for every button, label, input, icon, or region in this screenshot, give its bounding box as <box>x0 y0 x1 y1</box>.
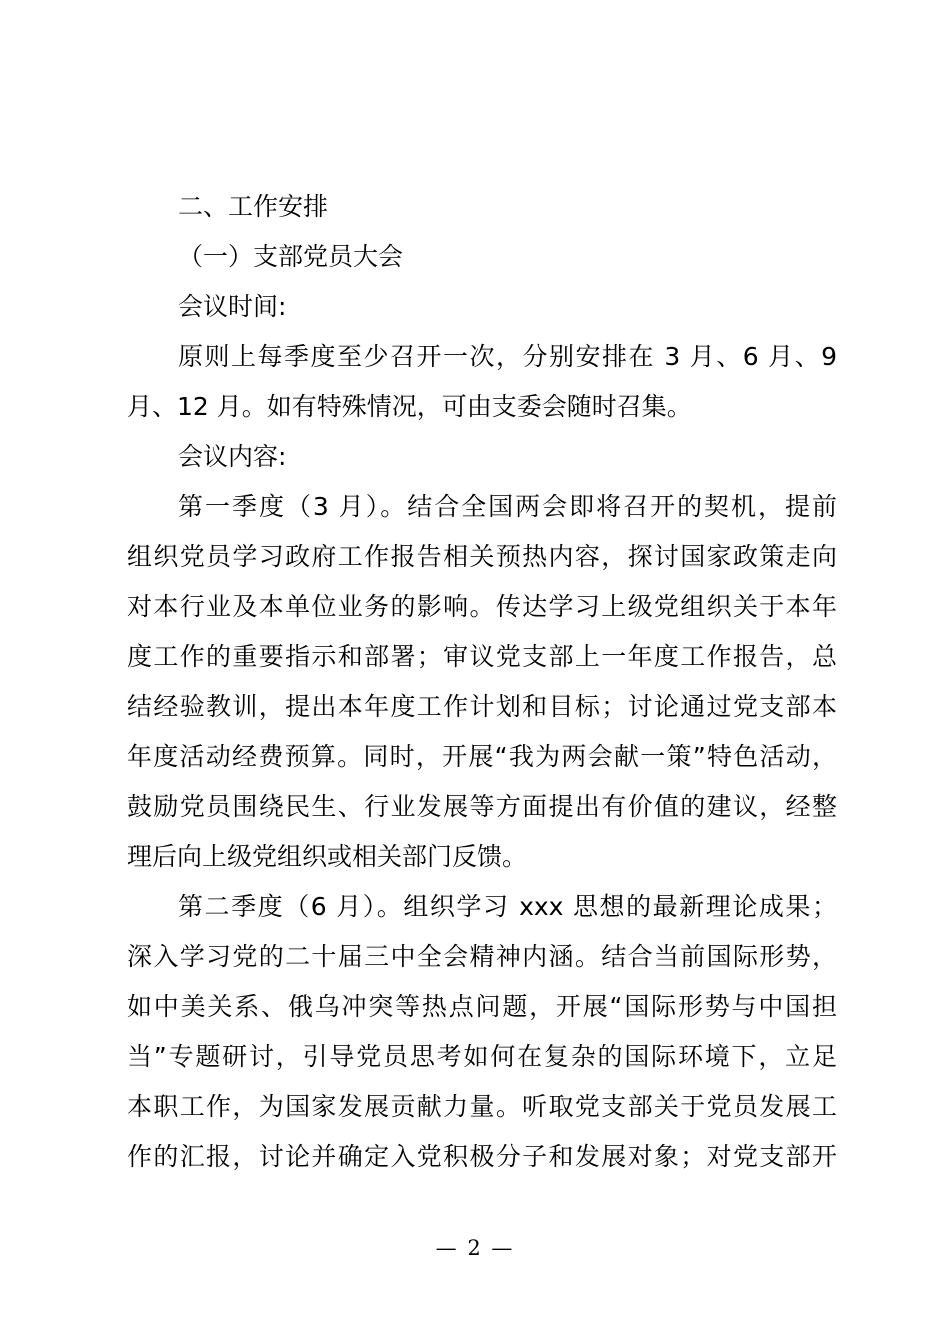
paragraph-line: 理后向上级党组织或相关部门反馈。 <box>127 842 528 871</box>
document-body <box>127 182 837 1182</box>
paragraph-line: 原则上每季度至少召开一次，分别安排在 3 月、6 月、9 <box>178 342 837 371</box>
paragraph-line: 组织党员学习政府工作报告相关预热内容，探讨国家政策走向 <box>127 542 837 571</box>
paragraph-line: 本职工作，为国家发展贡献力量。听取党支部关于党员发展工 <box>127 1092 837 1121</box>
paragraph-line: 当”专题研讨，引导党员思考如何在复杂的国际环境下，立足 <box>127 1042 837 1071</box>
subsection-heading: （一）支部党员大会 <box>178 242 404 271</box>
paragraph-line: 第一季度（3 月）。结合全国两会即将召开的契机，提前 <box>178 492 837 521</box>
paragraph-line: 对本行业及本单位业务的影响。传达学习上级党组织关于本年 <box>127 592 837 621</box>
paragraph-line: 鼓励党员围绕民生、行业发展等方面提出有价值的建议，经整 <box>127 792 837 821</box>
paragraph-line: 作的汇报，讨论并确定入党积极分子和发展对象；对党支部开 <box>127 1142 837 1171</box>
meeting-time-label: 会议时间: <box>178 292 287 321</box>
paragraph-line: 结经验教训，提出本年度工作计划和目标；讨论通过党支部本 <box>127 692 837 721</box>
paragraph-line: 月、12 月。如有特殊情况，可由支委会随时召集。 <box>127 392 692 421</box>
paragraph-line: 度工作的重要指示和部署；审议党支部上一年度工作报告，总 <box>127 642 837 671</box>
page-number: — 2 — <box>435 1236 515 1260</box>
section-heading: 二、工作安排 <box>178 192 329 221</box>
paragraph-line: 年度活动经费预算。同时，开展“我为两会献一策”特色活动， <box>127 742 837 771</box>
paragraph-line: 深入学习党的二十届三中全会精神内涵。结合当前国际形势， <box>127 942 837 971</box>
meeting-content-label: 会议内容: <box>178 442 287 471</box>
paragraph-line: 第二季度（6 月）。组织学习 xxx 思想的最新理论成果； <box>178 892 837 921</box>
paragraph-line: 如中美关系、俄乌冲突等热点问题，开展“国际形势与中国担 <box>127 992 837 1021</box>
